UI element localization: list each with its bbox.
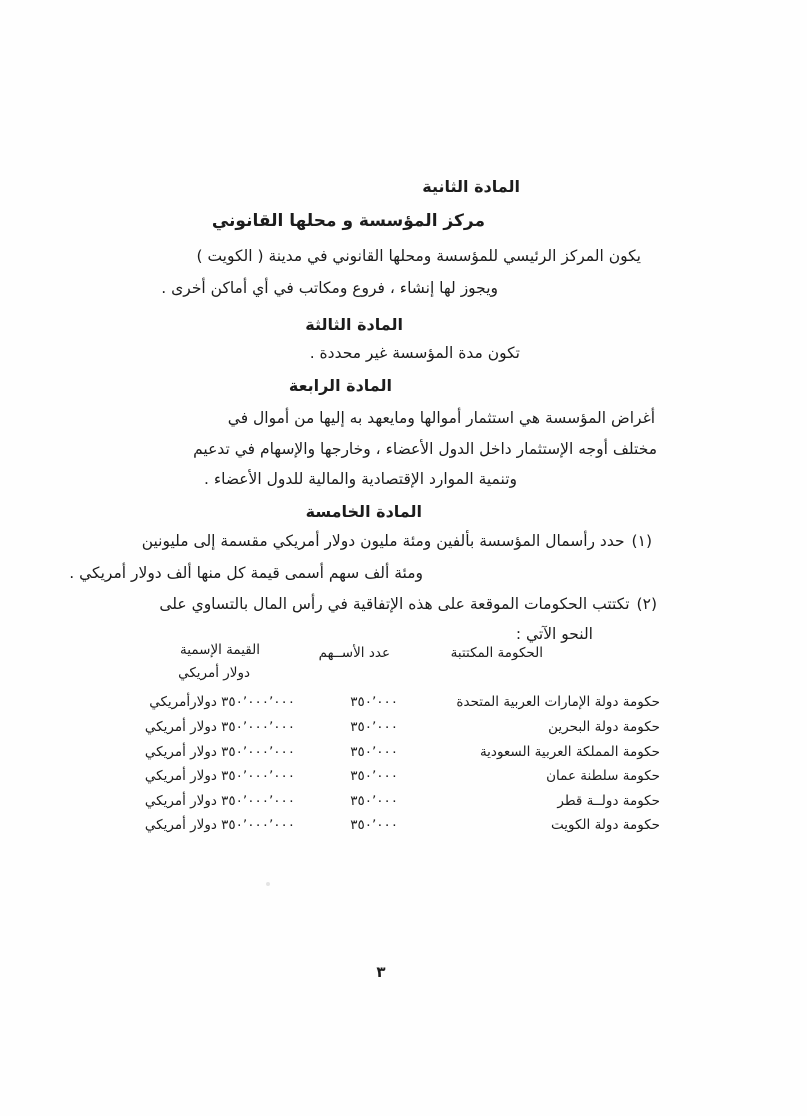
clause-1-text: حدد رأسمال المؤسسة بألفين ومئة مليون دولار أمريكي مقسمة إلى مليونين	[141, 532, 625, 550]
table-header-nominal-value: القيمة الإسمية	[180, 642, 260, 658]
row-shares: ٣٥٠٬٠٠٠	[350, 694, 398, 710]
row-shares: ٣٥٠٬٠٠٠	[350, 817, 398, 833]
table-header-government: الحكومة المكتتبة	[450, 645, 543, 661]
row-value: ٣٥٠٬٠٠٠٬٠٠٠ دولار أمريكي	[144, 793, 295, 809]
clause-2-number: (٢)	[636, 595, 657, 613]
article-2-subtitle: مركز المؤسسة و محلها القانوني	[211, 211, 485, 231]
row-government: حكومة دولة الإمارات العربية المتحدة	[456, 694, 660, 710]
article-4-title: المادة الرابعة	[288, 376, 392, 395]
article-4-body-line: وتنمية الموارد الإقتصادية والمالية للدول الأعضاء .	[203, 470, 517, 488]
row-value: ٣٥٠٬٠٠٠٬٠٠٠ دولار أمريكي	[144, 719, 295, 735]
row-government: حكومة المملكة العربية السعودية	[479, 744, 660, 760]
row-government: حكومة دولة الكويت	[550, 817, 660, 833]
table-header-nominal-value-unit: دولار أمريكي	[178, 665, 250, 681]
row-shares: ٣٥٠٬٠٠٠	[350, 768, 398, 784]
article-4-body-line: أغراض المؤسسة هي استثمار أموالها ومايعهد به إليها من أموال في	[227, 409, 655, 427]
article-5-clause-1-line: ومئة ألف سهم أسمى قيمة كل منها ألف دولار أمريكي .	[69, 564, 423, 582]
row-value: ٣٥٠٬٠٠٠٬٠٠٠ دولارأمريكي	[149, 694, 295, 710]
row-shares: ٣٥٠٬٠٠٠	[350, 719, 398, 735]
row-government: حكومة سلطنة عمان	[546, 768, 660, 784]
scan-noise-speck	[266, 882, 270, 886]
page-number: ٣	[376, 963, 386, 981]
clause-2-text: تكتتب الحكومات الموقعة على هذه الإتفاقية في رأس المال بالتساوي على	[159, 595, 630, 613]
article-3-title: المادة الثالثة	[305, 315, 403, 334]
table-header-shares: عدد الأســهم	[318, 645, 390, 661]
row-shares: ٣٥٠٬٠٠٠	[350, 793, 398, 809]
article-2-title: المادة الثانية	[422, 177, 520, 196]
article-2-body-line: ويجوز لها إنشاء ، فروع ومكاتب في أي أماكن أخرى .	[161, 279, 498, 297]
row-value: ٣٥٠٬٠٠٠٬٠٠٠ دولار أمريكي	[144, 768, 295, 784]
article-3-body-line: تكون مدة المؤسسة غير محددة .	[309, 344, 520, 362]
article-5-title: المادة الخامسة	[305, 502, 422, 521]
article-2-body-line: يكون المركز الرئيسي للمؤسسة ومحلها القانوني في مدينة ( الكويت )	[196, 247, 641, 265]
article-4-body-line: مختلف أوجه الإستثمار داخل الدول الأعضاء ، وخارجها والإسهام في تدعيم	[193, 440, 657, 458]
row-value: ٣٥٠٬٠٠٠٬٠٠٠ دولار أمريكي	[144, 744, 295, 760]
article-5-clause-2-line: النحو الآتي :	[515, 625, 593, 643]
article-5-clause-2-line	[159, 595, 657, 613]
row-government: حكومة دولــة قطر	[557, 793, 660, 809]
clause-1-number: (١)	[631, 532, 652, 550]
row-shares: ٣٥٠٬٠٠٠	[350, 744, 398, 760]
row-government: حكومة دولة البحرين	[548, 719, 660, 735]
row-value: ٣٥٠٬٠٠٠٬٠٠٠ دولار أمريكي	[144, 817, 295, 833]
article-5-clause-1-line	[142, 532, 652, 550]
